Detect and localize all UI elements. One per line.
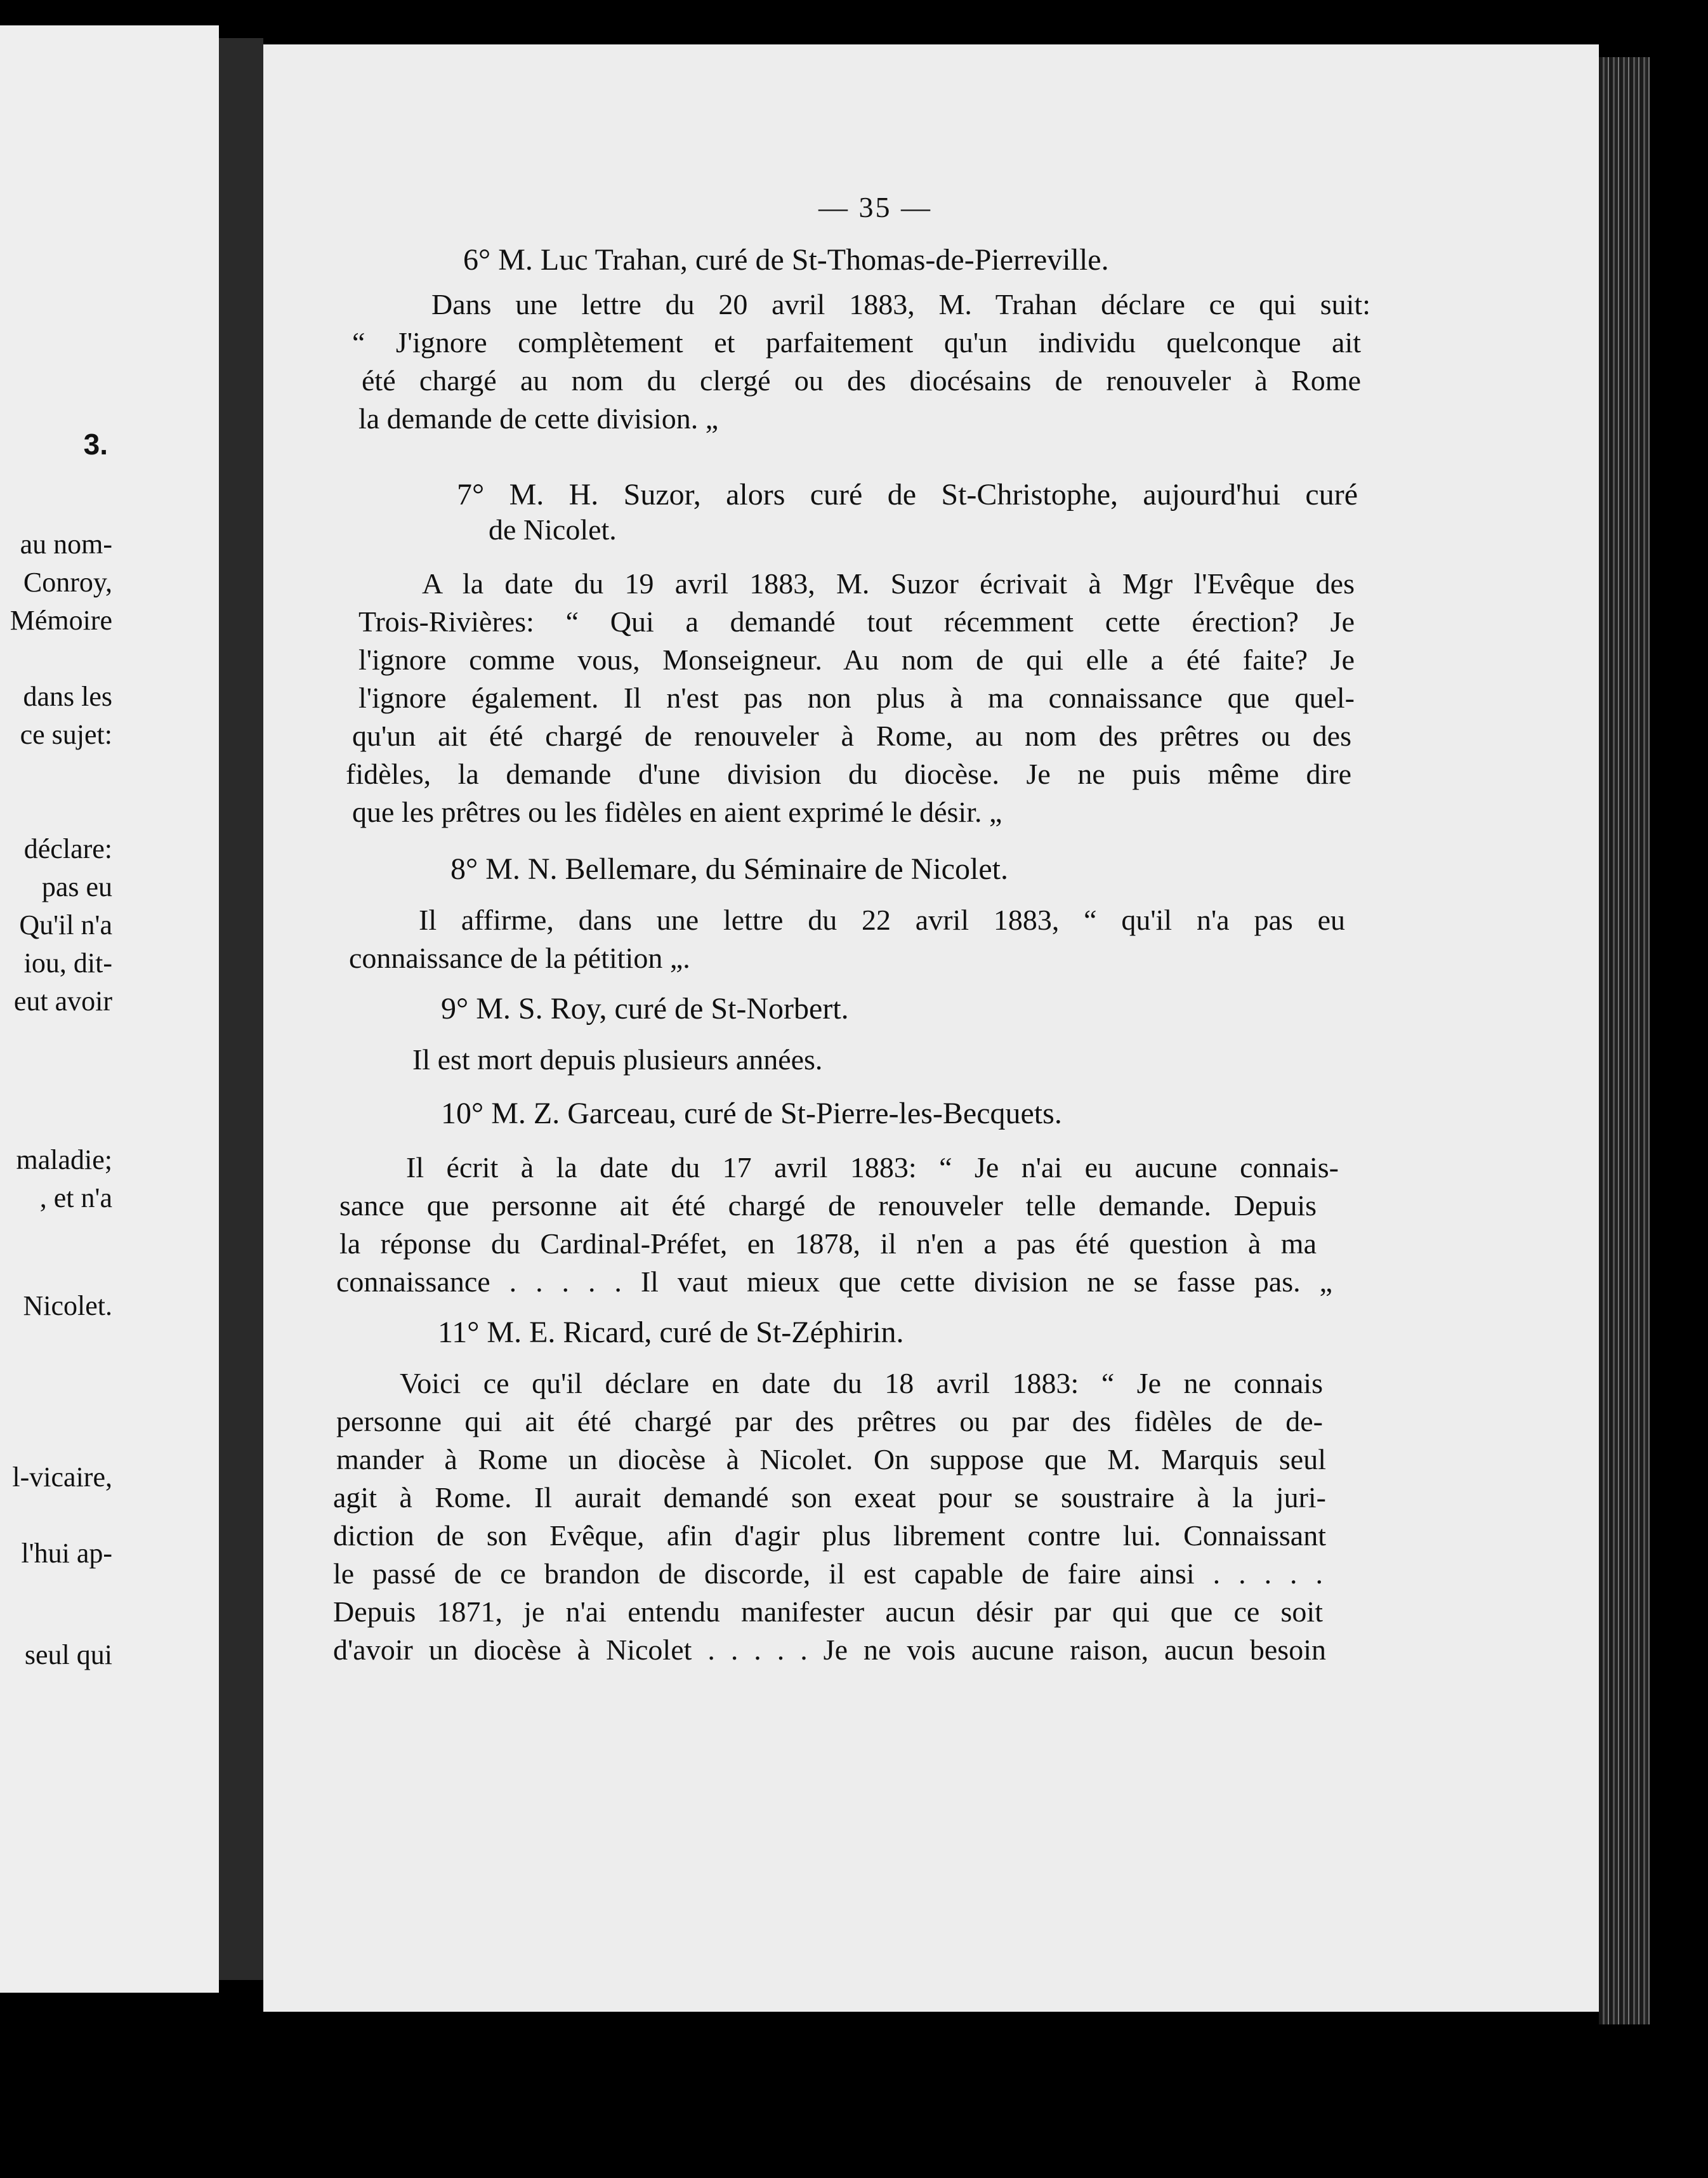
text-line: été chargé au nom du clergé ou des diocésains de renouveler à Rome [362, 364, 1361, 397]
left-page-line: l-vicaire, [12, 1462, 112, 1493]
section-heading: 10° M. Z. Garceau, curé de St-Pierre-les-Becquets. [441, 1097, 1062, 1130]
text-line: personne qui ait été chargé par des prêtres ou par des fidèles de de- [336, 1405, 1323, 1437]
text-line: de Nicolet. [489, 513, 617, 546]
text-line: “ J'ignore complètement et parfaitement qu'un individu quelconque ait [352, 326, 1361, 359]
left-page-line: maladie; [16, 1144, 112, 1175]
section-heading: 8° M. N. Bellemare, du Séminaire de Nicolet. [450, 852, 1008, 886]
left-page-line: Conroy, [23, 567, 112, 598]
section-heading: 9° M. S. Roy, curé de St-Norbert. [441, 992, 849, 1026]
left-page-line: au nom- [20, 529, 112, 560]
section-heading: 6° M. Luc Trahan, curé de St-Thomas-de-Pierreville. [463, 243, 1109, 277]
left-page-line: eut avoir [13, 986, 112, 1017]
text-line: l'ignore également. Il n'est pas non plus à ma connaissance que quel- [358, 682, 1355, 714]
section-heading: 11° M. E. Ricard, curé de St-Zéphirin. [438, 1316, 904, 1349]
left-page-line: seul qui [24, 1639, 112, 1670]
text-line: connaissance . . . . . Il vaut mieux que cette division ne se fasse pas. „ [336, 1265, 1332, 1298]
text-line: Trois-Rivières: “ Qui a demandé tout récemment cette érection? Je [358, 605, 1355, 638]
section-heading: 7° M. H. Suzor, alors curé de St-Christophe, aujourd'hui curé [457, 478, 1358, 512]
text-line: d'avoir un diocèse à Nicolet . . . . . Je ne vois aucune raison, aucun besoin [333, 1634, 1326, 1666]
text-line: Voici ce qu'il déclare en date du 18 avril 1883: “ Je ne connais [400, 1367, 1323, 1399]
left-page-line: Mémoire [10, 605, 112, 636]
text-line: la demande de cette division. „ [358, 402, 719, 435]
text-line: sance que personne ait été chargé de renouveler telle demande. Depuis [339, 1189, 1317, 1222]
text-line: l'ignore comme vous, Monseigneur. Au nom de qui elle a été faite? Je [358, 644, 1355, 676]
left-page-line: Nicolet. [23, 1290, 112, 1321]
book-gutter [219, 38, 263, 1980]
text-line: Depuis 1871, je n'ai entendu manifester aucun désir par qui que ce soit [333, 1595, 1323, 1628]
text-line: diction de son Evêque, afin d'agir plus librement contre lui. Connaissant [333, 1519, 1326, 1552]
left-page-line: dans les [23, 681, 112, 712]
left-page-line: Qu'il n'a [19, 909, 112, 940]
text-line: que les prêtres ou les fidèles en aient exprimé le désir. „ [352, 796, 1002, 828]
left-page-line: ce sujet: [20, 719, 112, 750]
left-page-line: 3. [83, 428, 108, 461]
text-line: mander à Rome un diocèse à Nicolet. On suppose que M. Marquis seul [336, 1443, 1326, 1475]
text-line: la réponse du Cardinal-Préfet, en 1878, il n'en a pas été question à ma [339, 1227, 1317, 1260]
left-page-line: pas eu [41, 871, 112, 902]
text-line: qu'un ait été chargé de renouveler à Rome, au nom des prêtres ou des [352, 720, 1351, 752]
scan-border [1650, 38, 1708, 2069]
text-line: A la date du 19 avril 1883, M. Suzor écrivait à Mgr l'Evêque des [422, 567, 1355, 600]
text-line: le passé de ce brandon de discorde, il est capable de faire ainsi . . . . . [333, 1557, 1323, 1590]
text-line: Dans une lettre du 20 avril 1883, M. Trahan déclare ce qui suit: [431, 288, 1370, 320]
page-number: — 35 — [818, 191, 932, 223]
text-line: Il affirme, dans une lettre du 22 avril 1883, “ qu'il n'a pas eu [419, 904, 1345, 936]
left-page [0, 25, 219, 1993]
text-line: connaissance de la pétition „. [349, 942, 690, 974]
page-edges [1599, 57, 1650, 2024]
left-page-line: déclare: [23, 833, 112, 864]
left-page-line: l'hui ap- [21, 1538, 112, 1569]
left-page-line: iou, dit- [23, 947, 112, 979]
text-line: Il écrit à la date du 17 avril 1883: “ Je n'ai eu aucune connais- [406, 1151, 1339, 1184]
left-page-line: , et n'a [39, 1182, 112, 1213]
text-line: Il est mort depuis plusieurs années. [412, 1043, 823, 1076]
text-line: agit à Rome. Il aurait demandé son exeat pour se soustraire à la juri- [333, 1481, 1326, 1514]
text-line: fidèles, la demande d'une division du diocèse. Je ne puis même dire [346, 758, 1351, 790]
